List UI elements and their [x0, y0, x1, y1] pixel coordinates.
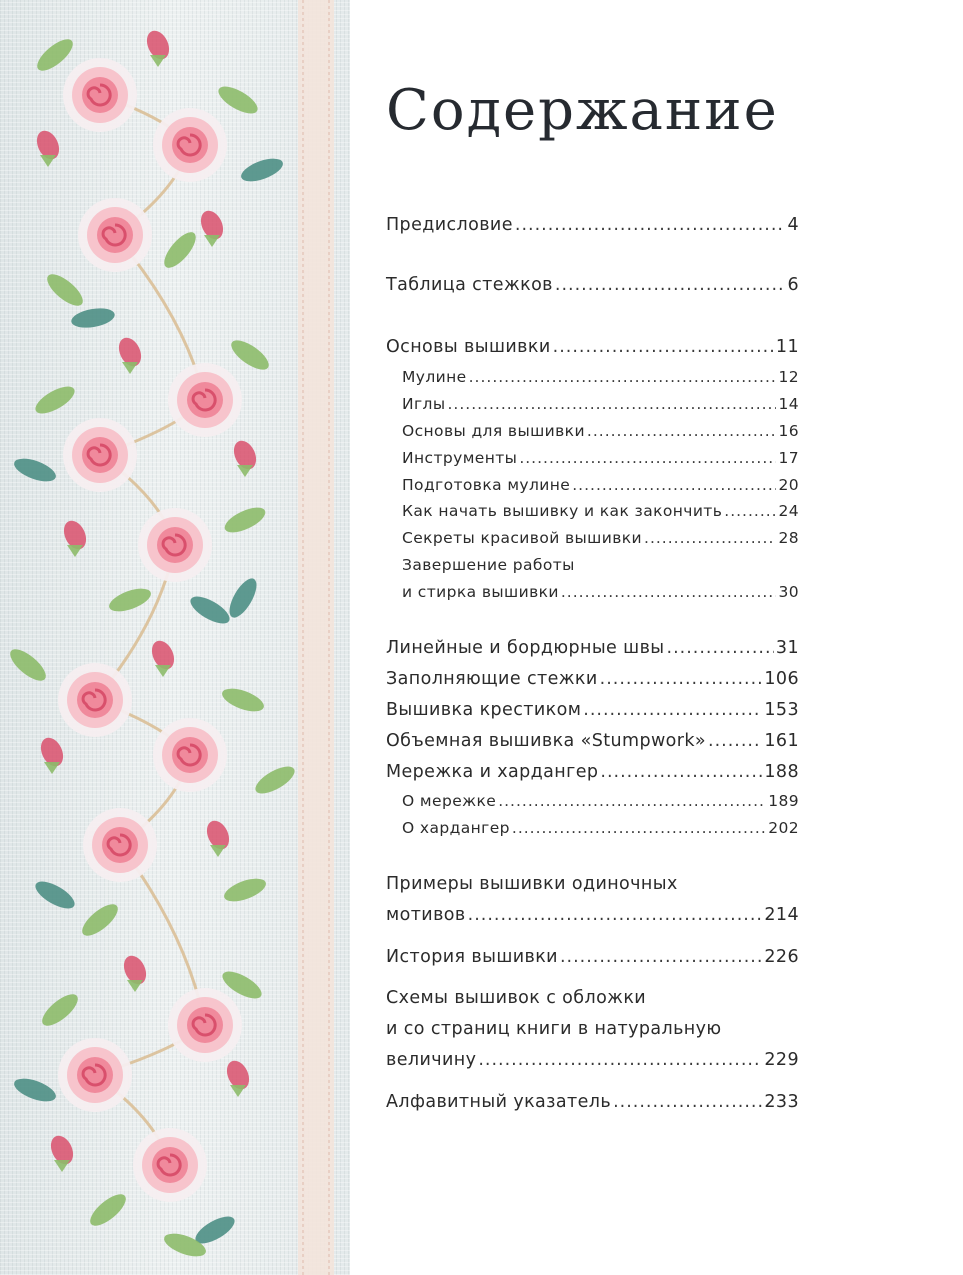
toc-page-number: 24 — [778, 502, 799, 520]
rosebud-sepal — [40, 155, 56, 167]
toc-subentry — [402, 366, 799, 388]
toc-page-number: 4 — [787, 215, 799, 235]
leaf-shape — [214, 81, 261, 119]
rose-embroidery-illustration — [0, 0, 350, 1275]
toc-entry-title: мотивов — [386, 905, 466, 925]
toc-subentry — [402, 581, 799, 603]
rosebud-sepal — [237, 465, 253, 477]
toc-subentry — [402, 790, 799, 812]
rosebud-sepal — [150, 55, 166, 67]
toc-entry — [386, 903, 799, 927]
toc-subentry — [402, 447, 799, 469]
toc-entry-title: Примеры вышивки одиночных — [386, 874, 678, 894]
rosebud-sepal — [230, 1085, 246, 1097]
toc-page-number: 188 — [764, 762, 799, 782]
toc-dot-leader — [560, 945, 762, 969]
toc-entry-title: Завершение работы — [402, 556, 575, 574]
leaf-shape — [224, 574, 262, 621]
toc-subentry — [402, 500, 799, 522]
toc-dot-leader — [708, 729, 762, 753]
rosebud-sepal — [67, 545, 83, 557]
toc-entry-title: Вышивка крестиком — [386, 700, 582, 720]
leaf-shape — [221, 503, 268, 538]
toc-page-number: 161 — [764, 731, 799, 751]
toc-page-number: 20 — [778, 476, 799, 494]
toc-entry-title: Инструменты — [402, 449, 518, 467]
toc-page-number: 189 — [768, 792, 799, 810]
toc-dot-leader — [512, 817, 766, 839]
toc-entry — [386, 1090, 799, 1114]
toc-entry — [386, 986, 799, 1010]
toc-dot-leader — [644, 527, 776, 549]
leaf-shape — [77, 899, 122, 941]
toc-entry — [386, 945, 799, 969]
leaf-shape — [42, 269, 87, 311]
rosebud-sepal — [122, 362, 138, 374]
toc-entry-title: Иглы — [402, 395, 446, 413]
toc-page-number: 28 — [778, 529, 799, 547]
toc-subentry — [402, 554, 799, 576]
toc-dot-leader — [555, 273, 786, 297]
toc-entry — [386, 213, 799, 237]
rosebud-sepal — [54, 1160, 70, 1172]
toc-entry-title: Секреты красивой вышивки — [402, 529, 643, 547]
toc-page-number: 14 — [778, 395, 799, 413]
toc-subentry — [402, 817, 799, 839]
leaf-shape — [106, 584, 154, 616]
embroidery-photo — [0, 0, 350, 1275]
toc-entry-title: Мулине — [402, 368, 467, 386]
toc-dot-leader — [447, 393, 776, 415]
toc-entry — [386, 698, 799, 722]
toc-entry-title: Заполняющие стежки — [386, 669, 598, 689]
toc-entry-title: Как начать вышивку и как закончить — [402, 502, 723, 520]
toc-page-number: 12 — [778, 368, 799, 386]
toc-entry-title: Алфавитный указатель — [386, 1092, 612, 1112]
toc-entry-title: величину — [386, 1050, 477, 1070]
leaf-shape — [219, 684, 267, 716]
leaf-shape — [37, 989, 82, 1031]
leaf-shape — [31, 876, 78, 914]
toc-entry — [386, 760, 799, 784]
toc-entry-title: О хардангер — [402, 819, 510, 837]
toc-page-number: 30 — [778, 583, 799, 601]
toc-page-number: 31 — [775, 638, 799, 658]
toc-entry — [386, 1017, 799, 1041]
leaf-shape — [70, 305, 116, 330]
toc-entry-title: Объемная вышивка «Stumpwork» — [386, 731, 707, 751]
rosebud-sepal — [155, 665, 171, 677]
toc-page-number: 226 — [764, 947, 799, 967]
toc-subentry — [402, 393, 799, 415]
toc-page-number: 106 — [764, 669, 799, 689]
toc-dot-leader — [613, 1090, 762, 1114]
toc-entry — [386, 273, 799, 297]
toc-dot-leader — [561, 581, 777, 603]
toc-page-number: 11 — [775, 337, 799, 357]
toc-page-number: 17 — [778, 449, 799, 467]
toc-page-number: 16 — [778, 422, 799, 440]
leaf-shape — [11, 1074, 59, 1106]
toc-page-number: 214 — [764, 905, 799, 925]
toc-dot-leader — [498, 790, 766, 812]
page-title: Содержание — [386, 78, 779, 143]
leaf-shape — [31, 381, 78, 419]
toc-dot-leader — [600, 667, 763, 691]
toc-page-number: 229 — [764, 1050, 799, 1070]
leaf-shape — [159, 227, 201, 272]
toc-entry-title: и со страниц книги в натуральную — [386, 1019, 722, 1039]
leaf-shape — [32, 34, 77, 76]
toc-entry-title: Таблица стежков — [386, 275, 553, 295]
toc-dot-leader — [468, 903, 763, 927]
leaf-shape — [5, 644, 50, 686]
toc-dot-leader — [572, 474, 776, 496]
toc-dot-leader — [667, 636, 774, 660]
toc-entry-title: Подготовка мулине — [402, 476, 571, 494]
rosebud-sepal — [44, 762, 60, 774]
toc-entry-title: Основы вышивки — [386, 337, 551, 357]
toc-page-number: 233 — [764, 1092, 799, 1112]
toc-page-number: 153 — [764, 700, 799, 720]
rosebud-sepal — [210, 845, 226, 857]
leaf-shape — [227, 335, 273, 375]
toc-entry — [386, 335, 799, 359]
toc-entry-title: Линейные и бордюрные швы — [386, 638, 665, 658]
toc-entry-title: О мережке — [402, 792, 497, 810]
leaf-shape — [186, 591, 233, 629]
toc-page-number: 202 — [768, 819, 799, 837]
toc-dot-leader — [724, 500, 776, 522]
toc-dot-leader — [519, 447, 776, 469]
toc-dot-leader — [478, 1048, 762, 1072]
toc-entry-title: Основы для вышивки — [402, 422, 585, 440]
toc-entry-title: и стирка вышивки — [402, 583, 559, 601]
toc-dot-leader — [587, 420, 777, 442]
leaf-shape — [11, 454, 59, 486]
toc-entry — [386, 872, 799, 896]
toc-entry — [386, 636, 799, 660]
leaf-shape — [85, 1189, 130, 1231]
rosebud-sepal — [204, 235, 220, 247]
toc-subentry — [402, 527, 799, 549]
toc-dot-leader — [600, 760, 762, 784]
toc-dot-leader — [553, 335, 774, 359]
toc-page-number: 6 — [787, 275, 799, 295]
toc-entry-title: Схемы вышивок с обложки — [386, 988, 647, 1008]
toc-entry-title: Предисловие — [386, 215, 513, 235]
toc-subentry — [402, 420, 799, 442]
leaf-shape — [221, 874, 269, 906]
toc-dot-leader — [583, 698, 762, 722]
toc-entry-title: История вышивки — [386, 947, 558, 967]
rosebud-sepal — [127, 980, 143, 992]
toc-dot-leader — [469, 366, 777, 388]
toc-subentry — [402, 474, 799, 496]
toc-dot-leader — [515, 213, 786, 237]
leaf-shape — [238, 154, 286, 186]
toc-entry-title: Мережка и хардангер — [386, 762, 599, 782]
toc-entry — [386, 667, 799, 691]
toc-entry — [386, 729, 799, 753]
leaf-shape — [251, 761, 298, 799]
toc-entry — [386, 1048, 799, 1072]
